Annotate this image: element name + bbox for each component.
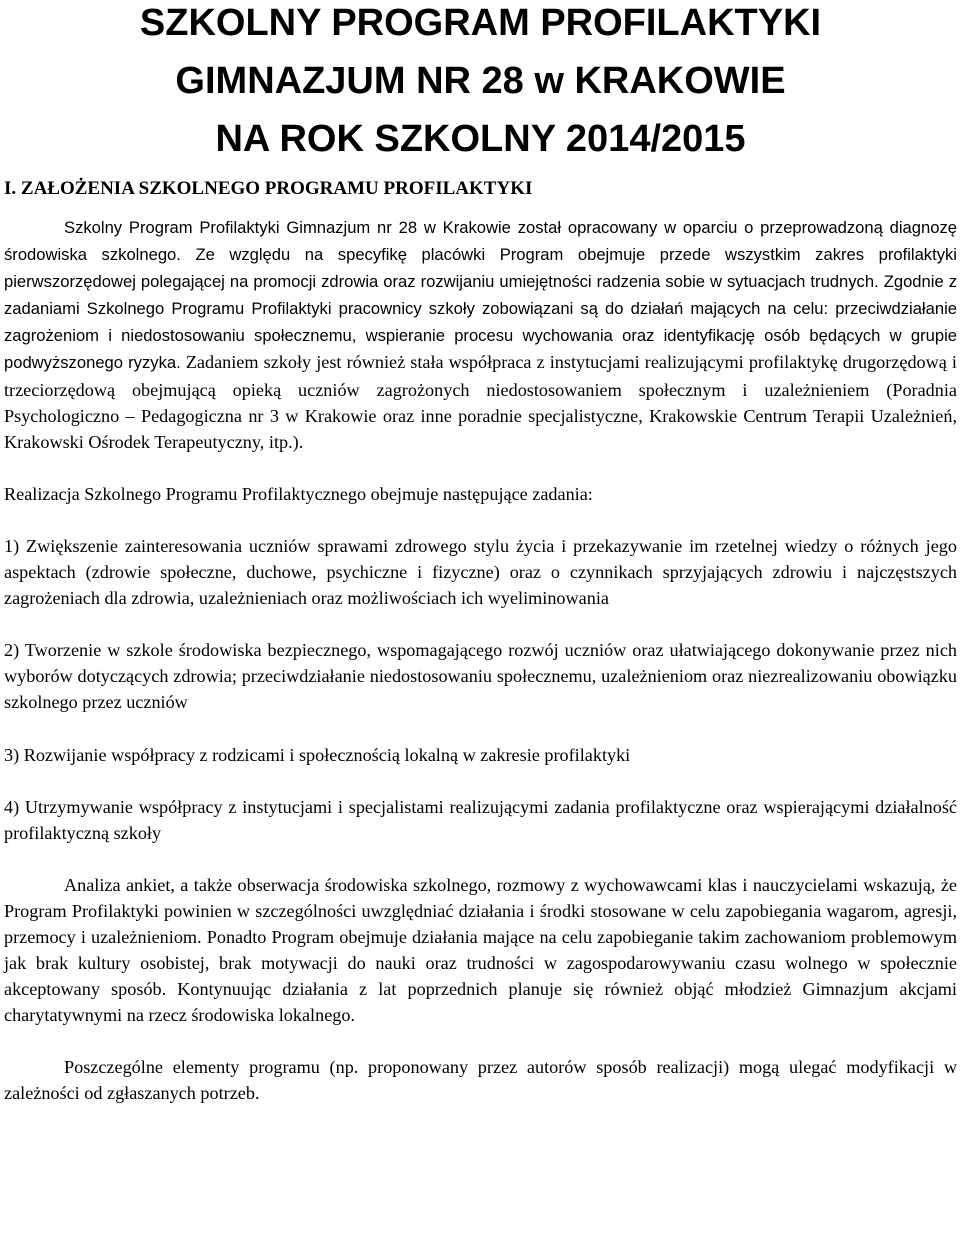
tasks-intro: Realizacja Szkolnego Programu Profilaktycznego obejmuje następujące zadania: [4, 483, 593, 504]
intro-paragraph [4, 214, 957, 455]
closing-paragraph: Poszczególne elementy programu (np. proponowany przez autorów sposób realizacji) mogą ulegać modyfikacji w zależności od zgłaszanych potrzeb. [4, 1057, 957, 1104]
title-line-1: SZKOLNY PROGRAM PROFILAKTYKI [139, 2, 822, 44]
section-heading: I. ZAŁOŻENIA SZKOLNEGO PROGRAMU PROFILAKTYKI [4, 178, 533, 199]
title-line-3: NA ROK SZKOLNY 2014/2015 [215, 118, 746, 160]
task-item-3: 3) Rozwijanie współpracy z rodzicami i społecznością lokalną w zakresie profilaktyki [4, 744, 631, 765]
title-line-2: GIMNAZJUM NR 28 w KRAKOWIE [175, 60, 786, 102]
intro-part-3: Zgodnie z zadaniami Szkolnego Programu Profilaktyki pracownicy szkoły zobowiązani są do działań mających na celu: przeciwdziałanie zagrożeniom i niedostosowaniu społecznemu, wspieranie procesu wychowania oraz identyfikację osób będących w grupie podwyższonego ryzyka. [4, 272, 957, 373]
task-item-4: 4) Utrzymywanie współpracy z instytucjami i specjalistami realizującymi zadania profilaktyczne oraz wspierającymi działalność profilaktyczną szkoły [4, 796, 957, 843]
document-page [4, 0, 957, 1107]
task-item-1: 1) Zwiększenie zainteresowania uczniów sprawami zdrowego stylu życia i przekazywanie im rzetelnej wiedzy o różnych jego aspektach (zdrowie społeczne, duchowe, psychiczne i fizyczne) oraz o czynnikach sprzyjających zdrowiu i najczęstszych zagrożeniach dla zdrowia, uzależnieniach oraz możliwościach ich wyeliminowania [4, 535, 957, 609]
analysis-paragraph: Analiza ankiet, a także obserwacja środowiska szkolnego, rozmowy z wychowawcami klas i nauczycielami wskazują, że Program Profilaktyki powinien w szczególności uwzględniać działania i środki stosowane w celu zapobiegania wagarom, agresji, przemocy i uzależnieniom. Ponadto Program obejmuje działania mające na celu zapobieganie takim zachowaniom problemowym jak brak kultury osobistej, brak motywacji do nauki oraz trudności w zagospodarowywaniu czasu wolnego w społecznie akceptowany sposób. Kontynuując działania z lat poprzednich planuje się również objąć młodzież Gimnazjum akcjami charytatywnymi na rzecz środowiska lokalnego. [4, 874, 957, 1026]
intro-part-2: Ze względu na specyfikę placówki Program obejmuje przede wszystkim zakres profilaktyki pierwszorzędowej polegającej na promocji zdrowia oraz rozwijaniu umiejętności radzenia sobie w sytuacjach trudnych. [4, 245, 957, 292]
intro-part-1: Szkolny Program Profilaktyki Gimnazjum nr 28 w Krakowie został opracowany w oparciu o przeprowadzoną diagnozę środowiska szkolnego. [4, 218, 957, 265]
task-item-2: 2) Tworzenie w szkole środowiska bezpiecznego, wspomagającego rozwój uczniów oraz ułatwiającego dokonywanie przez nich wyborów dotyczących zdrowia; przeciwdziałanie niedostosowaniu społecznemu, uzależnieniom oraz niezrealizowaniu obowiązku szkolnego przez uczniów [4, 640, 957, 713]
intro-part-4: Zadaniem szkoły jest również stała współpraca z instytucjami realizującymi profilaktykę drugorzędową i trzeciorzędową obejmującą opieką uczniów zagrożonych niedostosowaniem społecznym i uzależnieniem (Poradnia Psychologiczno – Pedagogiczna nr 3 w Krakowie oraz inne poradnie specjalistyczne, Krakowskie Centrum Terapii Uzależnień, Krakowski Ośrodek Terapeutyczny, itp.). [4, 352, 957, 452]
document-title [4, 0, 957, 168]
